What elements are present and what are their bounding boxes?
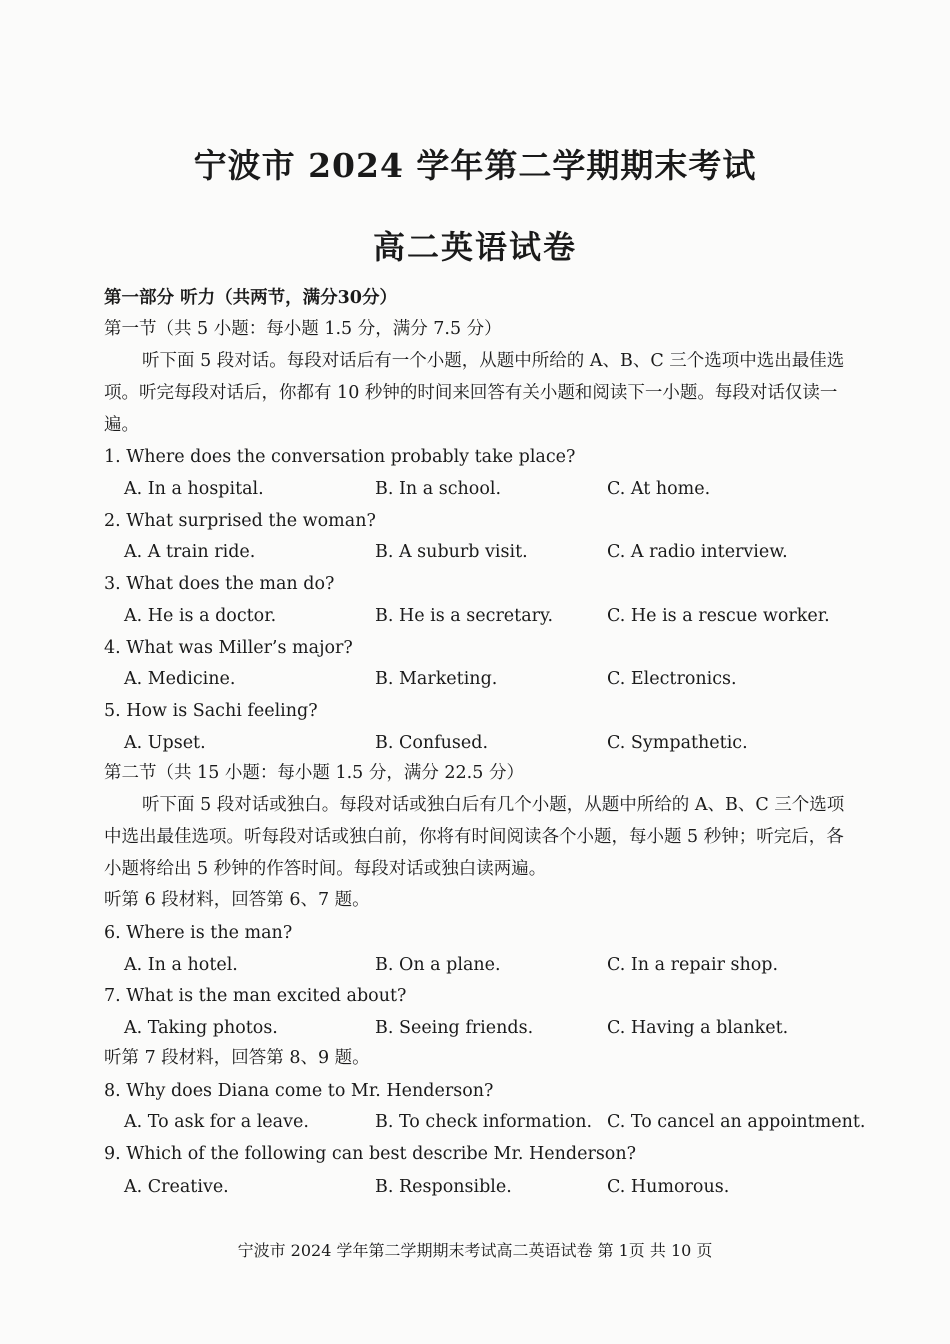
q6-option-b: B. On a plane. — [375, 955, 501, 975]
q8-option-c: C. To cancel an appointment. — [607, 1112, 866, 1132]
part1-heading: 第一部分 听力（共两节，满分30分） — [104, 288, 397, 308]
question-6: 6. Where is the man? — [104, 923, 293, 943]
question-4: 4. What was Miller’s major? — [104, 638, 353, 658]
section2-instruction: 听下面 5 段对话或独白。每段对话或独白后有几个小题，从题中所给的 A、B、C 三个选项中选出最佳选项。听每段对话或独白前，你将有时间阅读各个小题，每小题 5 秒钟；听完后，各小题将给出 5 秒钟的作答时间。每段对话或独白读两遍。 — [104, 795, 845, 879]
q4-option-c: C. Electronics. — [607, 669, 737, 689]
q8-option-b: B. To check information. — [375, 1112, 593, 1132]
q5-option-b: B. Confused. — [375, 733, 489, 753]
q2-option-c: C. A radio interview. — [607, 542, 788, 562]
question-9: 9. Which of the following can best describe Mr. Henderson? — [104, 1144, 636, 1164]
q3-option-c: C. He is a rescue worker. — [607, 606, 830, 626]
section1-instruction: 听下面 5 段对话。每段对话后有一个小题，从题中所给的 A、B、C 三个选项中选出最佳选项。听完每段对话后，你都有 10 秒钟的时间来回答有关小题和阅读下一小题。每段对话仅读一遍。 — [104, 351, 845, 435]
question-7: 7. What is the man excited about? — [104, 986, 407, 1006]
q7-option-c: C. Having a blanket. — [607, 1018, 789, 1038]
q8-option-a: A. To ask for a leave. — [124, 1112, 309, 1132]
q2-option-b: B. A suburb visit. — [375, 542, 528, 562]
q4-option-a: A. Medicine. — [124, 669, 236, 689]
question-1: 1. Where does the conversation probably take place? — [104, 447, 576, 467]
q2-option-a: A. A train ride. — [124, 542, 256, 562]
q5-option-c: C. Sympathetic. — [607, 733, 748, 753]
q6-option-a: A. In a hotel. — [124, 955, 238, 975]
q1-option-a: A. In a hospital. — [124, 479, 264, 499]
q7-option-b: B. Seeing friends. — [375, 1018, 534, 1038]
exam-title: 宁波市 2024 学年第二学期期末考试 — [193, 146, 757, 185]
q9-option-b: B. Responsible. — [375, 1177, 512, 1197]
q3-option-b: B. He is a secretary. — [375, 606, 554, 626]
question-5: 5. How is Sachi feeling? — [104, 701, 318, 721]
material-6-label: 听第 6 段材料，回答第 6、7 题。 — [104, 890, 370, 910]
section2-heading: 第二节（共 15 小题：每小题 1.5 分，满分 22.5 分） — [104, 763, 524, 783]
q9-option-c: C. Humorous. — [607, 1177, 730, 1197]
material-7-label: 听第 7 段材料，回答第 8、9 题。 — [104, 1048, 370, 1068]
q1-option-c: C. At home. — [607, 479, 711, 499]
q3-option-a: A. He is a doctor. — [124, 606, 277, 626]
q7-option-a: A. Taking photos. — [124, 1018, 278, 1038]
question-3: 3. What does the man do? — [104, 574, 335, 594]
q1-option-b: B. In a school. — [375, 479, 502, 499]
q9-option-a: A. Creative. — [124, 1177, 229, 1197]
q6-option-c: C. In a repair shop. — [607, 955, 779, 975]
exam-subtitle: 高二英语试卷 — [372, 228, 577, 266]
q4-option-b: B. Marketing. — [375, 669, 498, 689]
question-2: 2. What surprised the woman? — [104, 511, 376, 531]
q5-option-a: A. Upset. — [124, 733, 206, 753]
page-footer: 宁波市 2024 学年第二学期期末考试高二英语试卷 第 1页 共 10 页 — [237, 1241, 713, 1260]
section1-heading: 第一节（共 5 小题：每小题 1.5 分，满分 7.5 分） — [104, 319, 502, 339]
question-8: 8. Why does Diana come to Mr. Henderson? — [104, 1081, 494, 1101]
